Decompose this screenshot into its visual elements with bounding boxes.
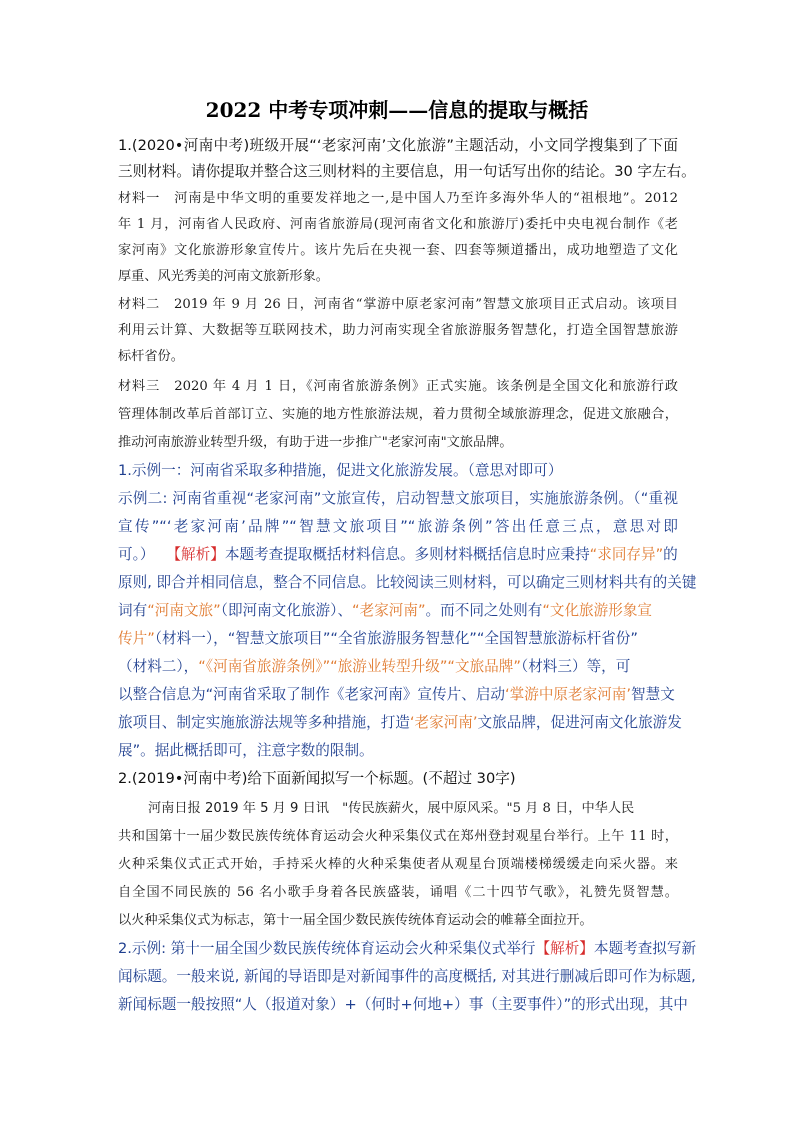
- answer-2-line-1: [118, 938, 697, 960]
- question-1-line-1: 1.(2020•河南中考)班级开展“‘老家河南’文化旅游”主题活动，小文同学搜集到了下面: [118, 137, 678, 154]
- analysis-text: 旅项目、制定实施旅游法规等多种措施，打造: [118, 714, 410, 731]
- answer-1-analysis-line-6: [118, 684, 678, 706]
- question-2-line-1: 2.(2019•河南中考)给下面新闻拟写一个标题。(不超过 30字): [118, 770, 516, 787]
- answer-1-analysis-line-5: [118, 656, 678, 678]
- news-line-2: 共和国第十一届少数民族传统体育运动会火种采集仪式在郑州登封观星台举行。上午 11 时，: [118, 829, 678, 844]
- analysis-text: 智慧文: [631, 686, 675, 703]
- analysis-text: 词有: [118, 602, 148, 619]
- material-1-line-1: 材料一 河南是中华文明的重要发祥地之一,是中国人乃至许多海外华人的“祖根地”。2012: [118, 191, 678, 206]
- analysis-text: 。而不同之处则有: [425, 602, 543, 619]
- material-1-line-2: 年 1 月，河南省人民政府、河南省旅游局(现河南省文化和旅游厅)委托中央电视台制作《老: [118, 217, 678, 232]
- analysis-text: 文旅品牌，促进河南文化旅游发: [477, 714, 682, 731]
- highlight-keyword: “《河南省旅游条例》”“旅游业转型升级”“文旅品牌”: [198, 658, 521, 675]
- highlight-keyword: “求同存异”: [589, 546, 664, 563]
- answer-1-analysis-line-4: [118, 628, 678, 650]
- answer-2-line-2: 闻标题。一般来说, 新闻的导语即是对新闻事件的高度概括, 对其进行删减后即可作为标题,: [118, 968, 696, 985]
- material-3-line-2: 管理体制改革后首部订立、实施的地方性旅游法规，着力贯彻全域旅游理念，促进文旅融合，: [118, 407, 678, 422]
- analysis-text: （材料一），: [154, 630, 228, 647]
- news-line-3: 火种采集仪式正式开始，手持采火棒的火种采集使者从观星台顶端楼梯缓缓走向采火器。来: [118, 857, 678, 872]
- analysis-tag: 【解析】: [535, 940, 594, 957]
- analysis-text: “智慧文旅项目”“全省旅游服务智慧化”“全国智慧旅游标杆省份”: [227, 630, 638, 647]
- analysis-text: （材料三）等，可: [520, 658, 631, 675]
- analysis-text: 以整合信息为“河南省采取了制作《老家河南》宣传片、启动: [118, 686, 506, 703]
- answer-1-analysis-line-3: [118, 600, 678, 622]
- highlight-keyword: “文化旅游形象宣: [542, 602, 653, 619]
- highlight-keyword: ‘掌游中原老家河南’: [505, 686, 632, 703]
- material-2-line-2: 利用云计算、大数据等互联网技术，助力河南实现全省旅游服务智慧化，打造全国智慧旅游: [118, 323, 678, 338]
- news-line-4: 自全国不同民族的 56 名小歌手身着各民族盛装，诵唱《二十四节气歌》，礼赞先贤智慧。: [118, 885, 678, 900]
- highlight-keyword: 传片”: [118, 630, 155, 647]
- news-text: "传民族薪火，展中原风采。"5 月 8 日，中华人民: [329, 801, 635, 816]
- material-3-line-1: 材料三 2020 年 4 月 1 日，《河南省旅游条例》正式实施。该条例是全国文化和旅游行政: [118, 379, 678, 394]
- answer-2-line-3: 新闻标题一般按照“人（报道对象）+（何时+何地+）事（主要事件）”的形式出现，其中: [118, 996, 688, 1013]
- answer-1-analysis-line-7: [118, 712, 682, 734]
- page-title: 2022 中考专项冲刺——信息的提取与概括: [205, 98, 589, 122]
- analysis-text: （材料二），: [118, 658, 199, 675]
- answer-1-analysis-line-8: 展”。据此概括即可，注意字数的限制。: [118, 742, 374, 759]
- answer-1-analysis-line-1: [118, 544, 678, 566]
- news-dateline: 河南日报 2019 年 5 月 9 日讯: [148, 801, 329, 816]
- highlight-keyword: “河南文旅”: [147, 602, 221, 619]
- news-line-1: [148, 798, 678, 820]
- question-1-line-2: 三则材料。请你提取并整合这三则材料的主要信息，用一句话写出你的结论。30 字左右。: [118, 163, 696, 180]
- material-2-line-1: 材料二 2019 年 9 月 26 日，河南省“掌游中原老家河南”智慧文旅项目正式启动。该项目: [118, 297, 678, 312]
- highlight-keyword: “老家河南”: [352, 602, 426, 619]
- analysis-text: 本题考查提取概括材料信息。多则材料概括信息时应秉持: [224, 546, 590, 563]
- material-1-line-3: 家河南》文化旅游形象宣传片。该片先后在央视一套、四套等频道播出，成功地塑造了文化: [118, 243, 678, 258]
- answer-2-example: 2.示例: 第十一届全国少数民族传统体育运动会火种采集仪式举行: [118, 940, 536, 957]
- analysis-text: （即河南文化旅游）、: [220, 602, 353, 619]
- news-line-5: 以火种采集仪式为标志，第十一届全国少数民族传统体育运动会的帷幕全面拉开。: [118, 913, 593, 928]
- analysis-text: 本题考查拟写新: [593, 940, 697, 957]
- answer-1-example-2-line-2: 宣传”“‘老家河南’品牌”“智慧文旅项目”“旅游条例”答出任意三点，意思对即: [118, 518, 678, 535]
- analysis-tag: 【解析】: [166, 546, 225, 563]
- material-2-line-3: 标杆省份。: [118, 349, 184, 364]
- material-3-line-3: 推动河南旅游业转型升级，有助于进一步推广"老家河南"文旅品牌。: [118, 435, 513, 450]
- answer-1-example-1: 1.示例一：河南省采取多种措施，促进文化旅游发展。（意思对即可）: [118, 462, 563, 479]
- highlight-keyword: ‘老家河南’: [409, 714, 478, 731]
- answer-1-analysis-line-2: 原则, 即合并相同信息，整合不同信息。比较阅读三则材料，可以确定三则材料共有的关键: [118, 574, 697, 591]
- answer-1-example-2-line-1: 示例二: 河南省重视“老家河南”文旅宣传，启动智慧文旅项目，实施旅游条例。（“重视: [118, 490, 678, 507]
- answer-1-example-2-line-3: 可。）: [118, 546, 148, 563]
- analysis-text: 的: [663, 546, 678, 563]
- material-1-line-4: 厚重、风光秀美的河南文旅新形象。: [118, 269, 329, 284]
